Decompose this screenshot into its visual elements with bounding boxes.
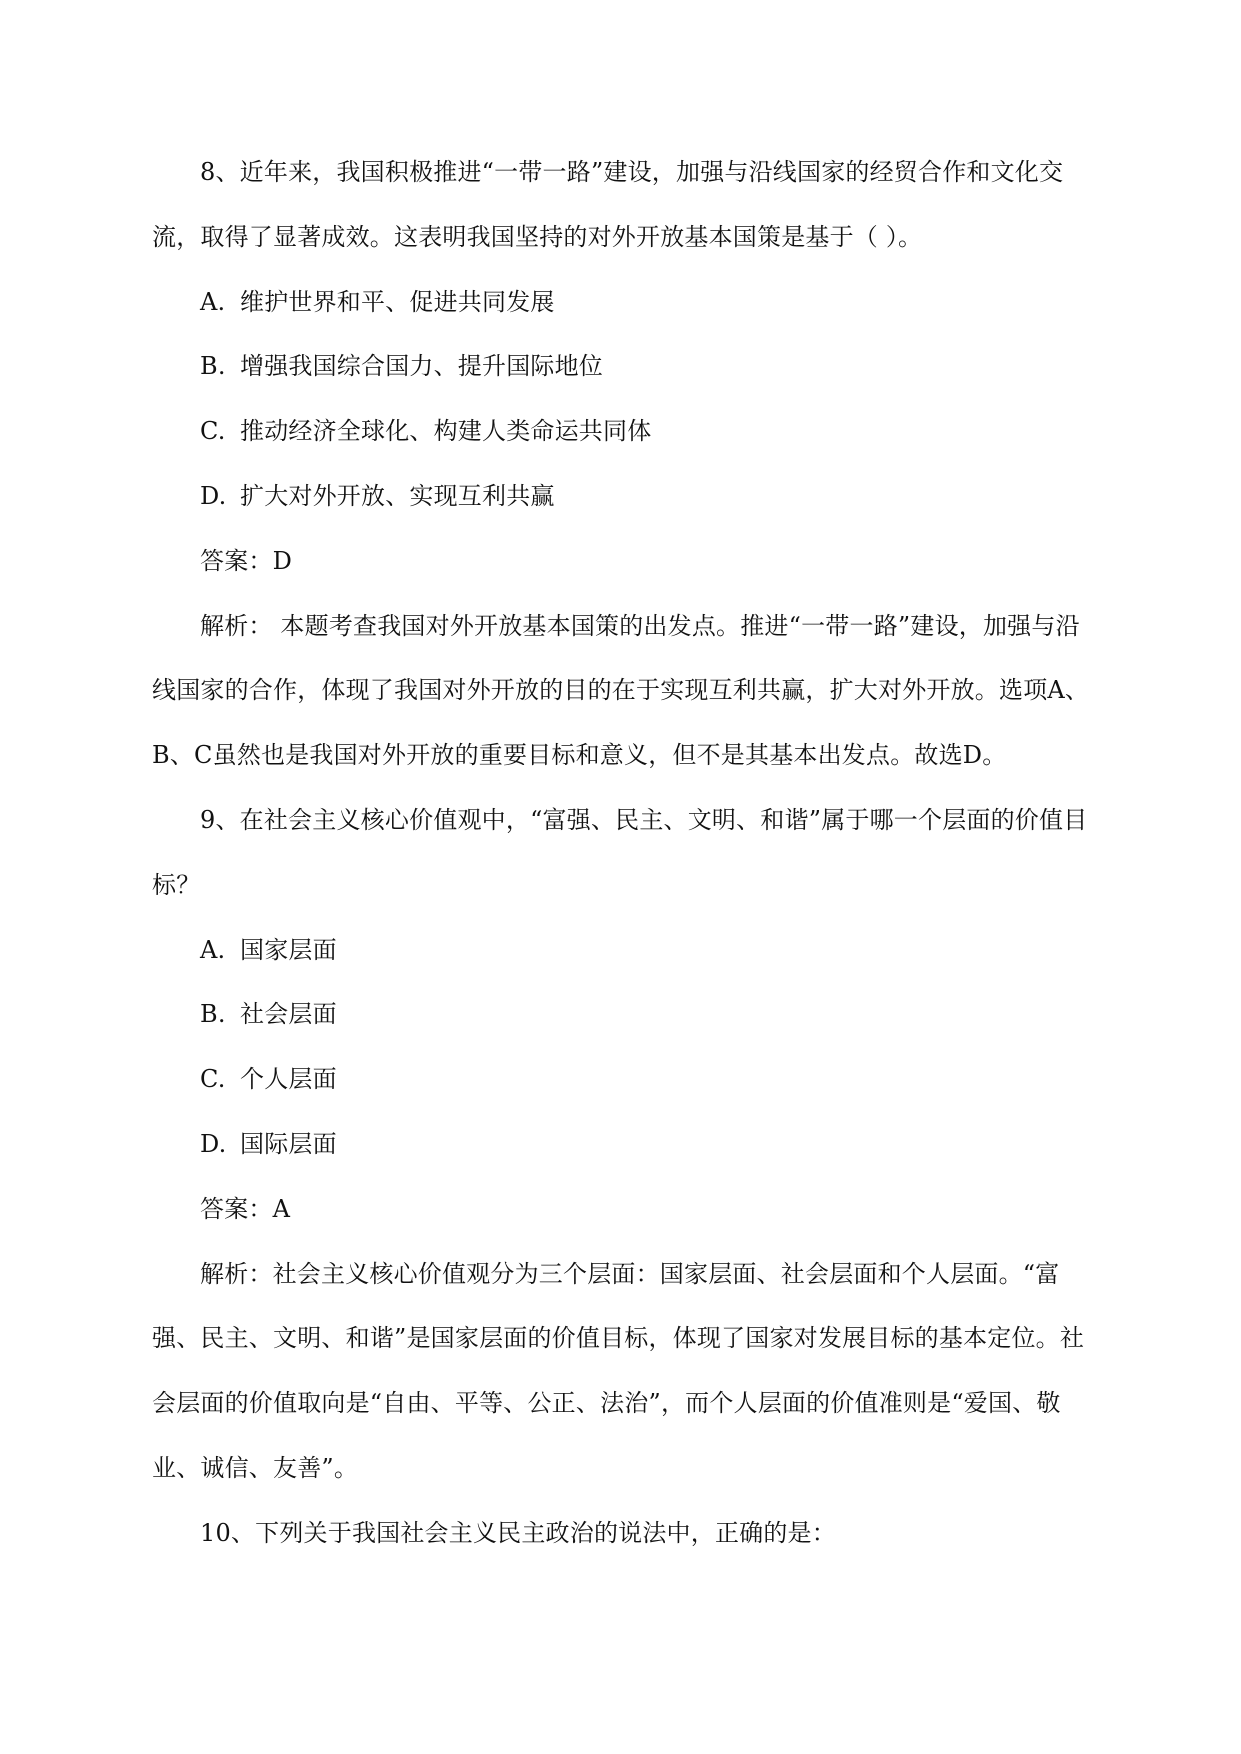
option-text: 个人层面	[240, 1065, 337, 1094]
question-8-option-a	[152, 270, 1097, 335]
option-text: 增强我国综合国力、提升国际地位	[240, 352, 603, 381]
question-9-stem: 9、在社会主义核心价值观中，“富强、民主、文明、和谐”属于哪一个层面的价值目标？	[152, 805, 1088, 899]
question-8-option-d	[152, 464, 1097, 529]
option-text: 推动经济全球化、构建人类命运共同体	[240, 417, 652, 446]
option-text: 社会层面	[240, 1000, 337, 1029]
option-label: C.	[200, 417, 226, 446]
question-9-option-b	[152, 982, 1097, 1047]
question-9-option-c	[152, 1047, 1097, 1112]
option-label: C.	[200, 1065, 226, 1094]
document-body	[152, 140, 1097, 1566]
question-8-option-c	[152, 399, 1097, 464]
option-text: 维护世界和平、促进共同发展	[240, 287, 555, 316]
option-label: B.	[200, 352, 226, 381]
question-9-answer: 答案：A	[200, 1194, 291, 1223]
option-label: D.	[200, 1129, 227, 1158]
question-9-analysis: 解析：社会主义核心价值观分为三个层面：国家层面、社会层面和个人层面。“富强、民主、文明、和谐”是国家层面的价值目标，体现了国家对发展目标的基本定位。社会层面的价值取向是“自由、平等、公正、法治”，而个人层面的价值准则是“爱国、敬业、诚信、友善”。	[152, 1259, 1085, 1482]
option-text: 国际层面	[240, 1129, 337, 1158]
option-label: B.	[200, 1000, 226, 1029]
question-9-option-a	[152, 918, 1097, 983]
question-8-option-b	[152, 334, 1097, 399]
question-8-stem: 8、近年来，我国积极推进“一带一路”建设，加强与沿线国家的经贸合作和文化交流，取得了显著成效。这表明我国坚持的对外开放基本国策是基于（ ）。	[152, 158, 1064, 251]
question-8-analysis: 解析： 本题考查我国对外开放基本国策的出发点。推进“一带一路”建设，加强与沿线国家的合作，体现了我国对外开放的目的在于实现互利共赢，扩大对外开放。选项A、B、C虽然也是我国对外开放的重要目标和意义，但不是其基本出发点。故选D。	[152, 611, 1090, 770]
question-10-stem: 10、下列关于我国社会主义民主政治的说法中，正确的是：	[200, 1518, 836, 1547]
option-text: 国家层面	[240, 935, 337, 964]
question-8-answer: 答案：D	[200, 546, 293, 575]
option-label: A.	[200, 935, 226, 964]
question-9-option-d	[152, 1112, 1097, 1177]
option-label: D.	[200, 481, 227, 510]
option-text: 扩大对外开放、实现互利共赢	[240, 481, 555, 510]
option-label: A.	[200, 287, 226, 316]
